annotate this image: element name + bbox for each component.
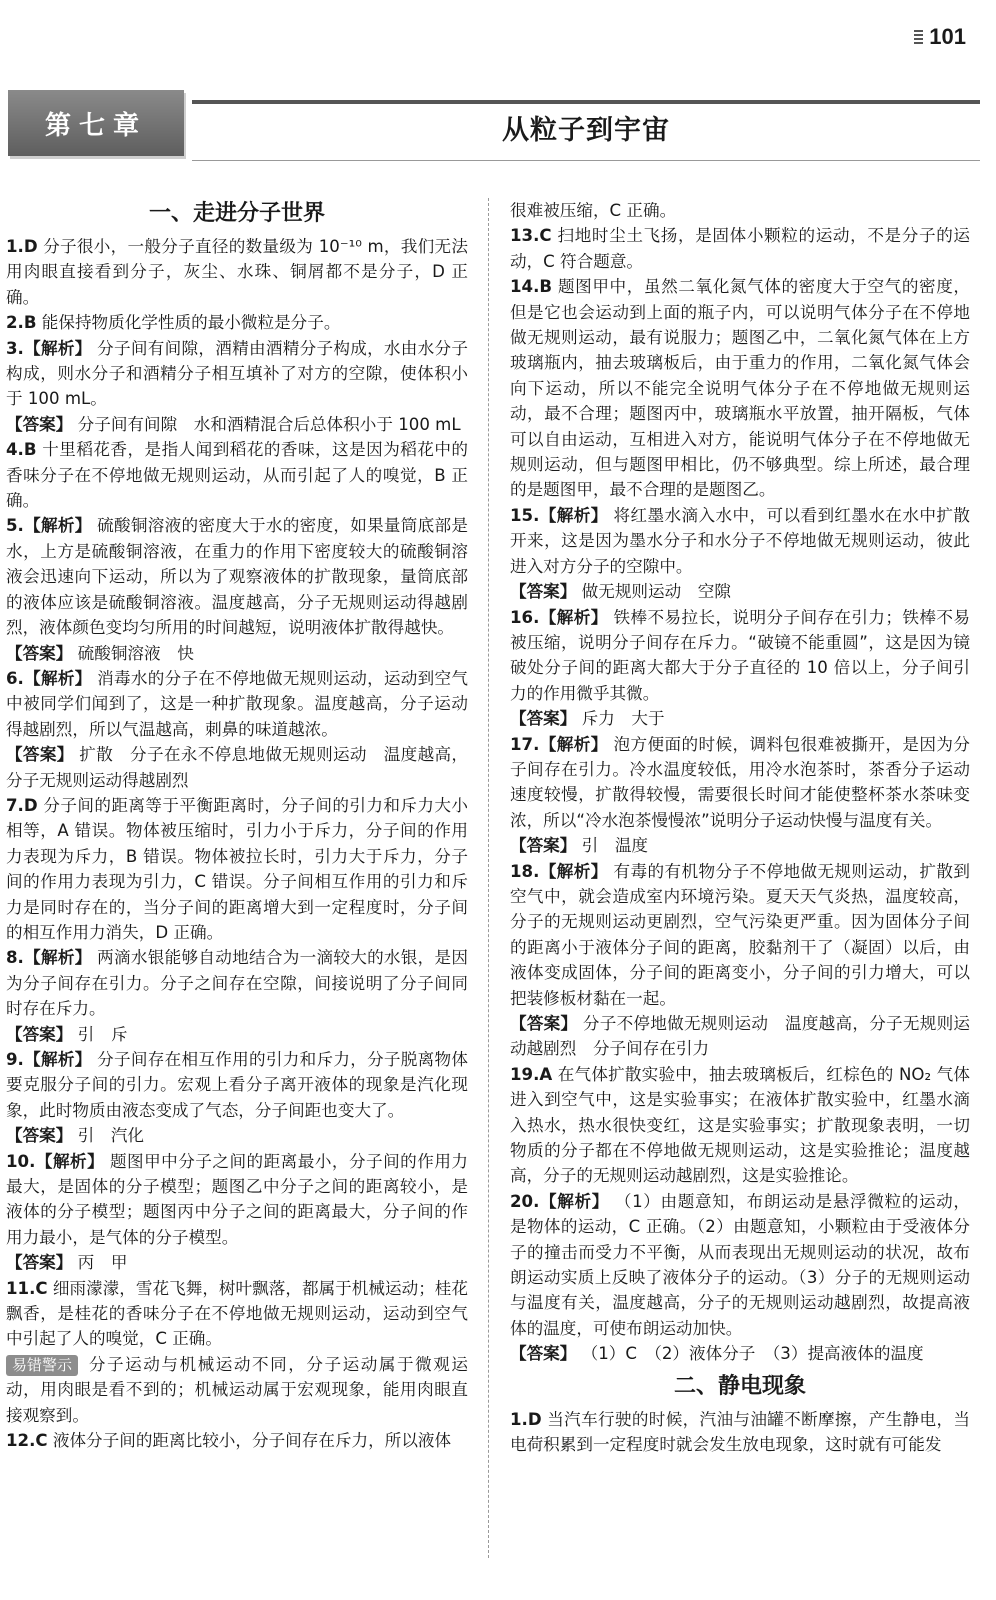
answer-item: [6, 793, 468, 945]
section-heading: 一、走进分子世界: [148, 201, 325, 226]
answer-text: 扫地时尘土飞扬，是固体小颗粒的运动，不是分子的运动，C 符合题意。: [510, 226, 971, 271]
answer-item: [510, 503, 970, 579]
answer-item: [6, 666, 468, 742]
answer-text: 铁棒不易拉长，说明分子间存在引力；铁棒不易被压缩，说明分子间存在斥力。“破镜不能重圆”，这是因为镜破处分子间的距离大都大于分子直径的 10 倍以上，分子间引力的作用微乎其微。: [510, 607, 971, 703]
answer-label: 4.B: [6, 440, 37, 460]
answer-text: 消毒水的分子在不停地做无规则运动，运动到空气中被同学们闻到了，这是一种扩散现象。温度越高，分子运动得越剧烈，所以气温越高，刺鼻的味道越浓。: [6, 668, 469, 739]
answer-text: 引 斥: [77, 1024, 128, 1044]
answer-item: [6, 1149, 468, 1251]
answer-text: 分子间存在相互作用的引力和斥力，分子脱离物体要克服分子间的引力。宏观上看分子离开液体的现象是汽化现象，此时物质由液态变成了气态，分子间距也变大了。: [6, 1050, 469, 1120]
answer-item: [510, 605, 970, 707]
answer-item: [510, 706, 970, 731]
answer-text: 题图甲中，虽然二氧化氮气体的密度大于空气的密度，但是它也会运动到上面的瓶子内，可以说明气体分子在不停地做无规则运动，最有说服力；题图乙中，二氧化氮气体在上方玻璃瓶内，抽去玻璃板后，由于重力的作用，二氧化氮气体会向下运动，所以不能完全说明气体分子在不停地做无规则运动，最不合理；题图丙中，玻璃瓶水平放置，抽开隔板，气体可以自由运动，互相进入对方，能说明气体分子在不停地做无规则运动，但与题图甲相比，仍不够典型。综上所述，最合理的是题图甲，最不合理的是题图乙。: [510, 277, 971, 500]
answer-item: [6, 1428, 468, 1453]
column-divider: [488, 198, 489, 1558]
section-heading-2: 二、静电现象: [673, 1373, 806, 1399]
answer-item: [6, 1123, 468, 1148]
answer-text: （1）由题意知，布朗运动是悬浮微粒的运动，是物体的运动，C 正确。（2）由题意知，小颗粒由于受液体分子的撞击而受力不平衡，从而表现出无规则运动的状况，故布朗运动实质上反映了液体分子的运动。（3）分子的无规则运动与温度有关，温度越高，分子的无规则运动越剧烈，故提高液体的温度，可使布朗运动加快。: [510, 1191, 970, 1338]
answer-item: [510, 1407, 970, 1458]
answer-label: 8.【解析】: [6, 948, 92, 968]
warning-badge: 易错警示: [6, 1355, 78, 1376]
answer-text: 在气体扩散实验中，抽去玻璃板后，红棕色的 NO₂ 气体进入到空气中，这是实验事实；在液体扩散实验中，红墨水滴入热水，热水很快变红，这是实验事实；扩散现象表明，一切物质的分子都在不停地做无规则运动，这是实验推论；温度越高，分子的无规则运动越剧烈，这是实验推论。: [510, 1064, 970, 1186]
chapter-tab: 第七章: [8, 90, 184, 156]
answer-label: 11.C: [6, 1278, 48, 1298]
answer-item: [510, 1189, 970, 1341]
answer-item: [6, 437, 468, 513]
answer-list-right-2: [510, 1407, 970, 1458]
answer-label: 18.【解析】: [510, 861, 608, 881]
answer-label: 2.B: [6, 313, 37, 333]
answer-item: [6, 1250, 468, 1275]
answer-item: [6, 1352, 468, 1428]
answer-text: （1）C （2）液体分子 （3）提高液体的温度: [581, 1344, 924, 1364]
answer-text: 分子间有间隙 水和酒精混合后总体积小于 100 mL: [77, 414, 461, 434]
answer-label: 【答案】: [6, 414, 73, 434]
answer-text: 分子不停地做无规则运动 温度越高，分子无规则运动越剧烈 分子间存在引力: [510, 1014, 971, 1059]
answer-item: [510, 833, 970, 858]
answer-text: 丙 甲: [77, 1253, 128, 1273]
answer-label: 【答案】: [510, 836, 577, 856]
answer-label: 15.【解析】: [510, 505, 608, 525]
answer-item: [6, 234, 468, 310]
answer-text: 硫酸铜溶液 快: [77, 643, 194, 663]
answer-text: 当汽车行驶的时候，汽油与油罐不断摩擦，产生静电，当电荷积累到一定程度时就会发生放电现象，这时就有可能发: [510, 1409, 970, 1455]
answer-text: 引 汽化: [77, 1126, 145, 1146]
answer-label: 7.D: [6, 795, 38, 815]
answer-label: 【答案】: [6, 1024, 73, 1044]
answer-text: 分子运动与机械运动不同，分子运动属于微观运动，用肉眼是看不到的；机械运动属于宏观现象，能用肉眼直接观察到。: [6, 1354, 468, 1425]
answer-list-right: [510, 198, 970, 1367]
answer-label: 16.【解析】: [510, 607, 608, 627]
answer-item: [6, 945, 468, 1021]
answer-item: [6, 513, 468, 640]
answer-label: 3.【解析】: [6, 338, 92, 358]
answer-text: 十里稻花香，是指人闻到稻花的香味，这是因为稻花中的香味分子在不停地做无规则运动，从而引起了人的嗅觉，B 正确。: [6, 440, 468, 511]
answer-item: [6, 742, 468, 793]
answer-label: 【答案】: [6, 643, 73, 663]
answer-label: 6.【解析】: [6, 668, 92, 688]
answer-label: 【答案】: [6, 1126, 73, 1146]
answer-label: 13.C: [510, 226, 552, 246]
page-number: 101: [914, 24, 966, 50]
answer-text: 引 温度: [581, 836, 649, 856]
answer-list-left: [6, 234, 468, 1454]
answer-item: [510, 223, 970, 274]
answer-label: 【答案】: [510, 709, 577, 729]
answer-item: [510, 732, 970, 834]
answer-label: 1.D: [6, 237, 38, 256]
answer-text: 有毒的有机物分子不停地做无规则运动，扩散到空气中，就会造成室内环境污染。夏天天气炎热，温度较高，分子的无规则运动更剧烈，空气污染更严重。因为固体分子间的距离小于液体分子间的距离，胶黏剂干了（凝固）以后，由液体变成固体，分子间的距离变小，分子间的引力增大，可以把装修板材黏在一起。: [510, 861, 971, 1008]
answer-label: 19.A: [510, 1064, 553, 1084]
answer-label: 12.C: [6, 1431, 48, 1451]
answer-label: 17.【解析】: [510, 734, 608, 754]
answer-text: 做无规则运动 空隙: [581, 582, 731, 602]
answer-text: 两滴水银能够自动地结合为一滴较大的水银，是因为分子间存在引力。分子之间存在空隙，间接说明了分子间同时存在斥力。: [6, 948, 469, 1019]
answer-item: [510, 274, 970, 503]
answer-item: [6, 310, 468, 335]
chapter-title: 从粒子到宇宙: [502, 115, 670, 146]
answer-item: [510, 198, 970, 223]
answer-label: 10.【解析】: [6, 1151, 105, 1171]
answer-item: [6, 336, 468, 412]
answer-label: 20.【解析】: [510, 1191, 609, 1211]
answer-label: 14.B: [510, 277, 553, 297]
right-column: [510, 198, 970, 1458]
answer-label: 【答案】: [510, 582, 577, 602]
answer-text: 将红墨水滴入水中，可以看到红墨水在水中扩散开来，这是因为墨水分子和水分子不停地做无规则运动，彼此进入对方分子的空隙中。: [510, 505, 971, 576]
answer-item: [6, 641, 468, 666]
answer-text: 泡方便面的时候，调料包很难被撕开，是因为分子间存在引力。冷水温度较低，用冷水泡茶时，茶香分子运动速度较慢，扩散得较慢，需要很长时间才能使整杯茶水茶味变浓，所以“冷水泡茶慢慢浓”说明分子运动快慢与温度有关。: [510, 734, 971, 830]
answer-item: [6, 1022, 468, 1047]
answer-text: 很难被压缩，C 正确。: [510, 201, 677, 220]
answer-label: 9.【解析】: [6, 1050, 92, 1069]
answer-item: [6, 412, 468, 437]
answer-item: [510, 859, 970, 1011]
answer-text: 硫酸铜溶液的密度大于水的密度，如果量筒底部是水，上方是硫酸铜溶液，在重力的作用下密度较大的硫酸铜溶液会迅速向下运动，所以为了观察液体的扩散现象，量筒底部的液体应该是硫酸铜溶液。温度越高，分子无规则运动得越剧烈，液体颜色变均匀所用的时间越短，说明液体扩散得越快。: [6, 516, 469, 638]
answer-item: [510, 579, 970, 604]
answer-text: 分子间有间隙，酒精由酒精分子构成，水由水分子构成，则水分子和酒精分子相互填补了对方的空隙，使体积小于 100 mL。: [6, 338, 469, 409]
answer-text: 分子间的距离等于平衡距离时，分子间的引力和斥力大小相等，A 错误。物体被压缩时，引力小于斥力，分子间的作用力表现为斥力，B 错误。物体被拉长时，引力大于斥力，分子间的作用力表现为引力，C 错误。分子间相互作用的引力和斥力是同时存在的，当分子间的距离增大到一定程度时，分子间的相互作用力消失，D 正确。: [6, 795, 468, 942]
answer-label: 【答案】: [510, 1014, 578, 1033]
answer-item: [6, 1276, 468, 1352]
answer-label: 【答案】: [6, 1253, 73, 1273]
answer-text: 能保持物质化学性质的最小微粒是分子。: [41, 313, 341, 333]
answer-item: [510, 1341, 970, 1366]
answer-label: 【答案】: [6, 745, 74, 765]
answer-item: [510, 1062, 970, 1189]
answer-text: 题图甲中分子之间的距离最小，分子间的作用力最大，是固体的分子模型；题图乙中分子之间的距离较小，是液体的分子模型；题图丙中分子之间的距离最大，分子间的作用力最小，是气体的分子模型。: [6, 1151, 468, 1247]
answer-text: 分子很小，一般分子直径的数量级为 10⁻¹⁰ m，我们无法用肉眼直接看到分子，灰尘、水珠、铜屑都不是分子，D 正确。: [6, 237, 469, 307]
page-marker-icon: [914, 30, 923, 46]
answer-text: 细雨濛濛，雪花飞舞，树叶飘落，都属于机械运动；桂花飘香，是桂花的香味分子在不停地做无规则运动，运动到空气中引起了人的嗅觉，C 正确。: [6, 1278, 469, 1349]
answer-label: 1.D: [510, 1409, 542, 1429]
answer-item: [6, 1047, 468, 1123]
answer-label: 5.【解析】: [6, 516, 92, 536]
left-column: [6, 198, 468, 1454]
answer-text: 斥力 大于: [581, 709, 665, 729]
answer-text: 扩散 分子在永不停息地做无规则运动 温度越高，分子无规则运动得越剧烈: [6, 745, 469, 790]
answer-item: [510, 1011, 970, 1062]
answer-text: 液体分子间的距离比较小，分子间存在斥力，所以液体: [52, 1431, 452, 1451]
answer-label: 【答案】: [510, 1344, 577, 1364]
